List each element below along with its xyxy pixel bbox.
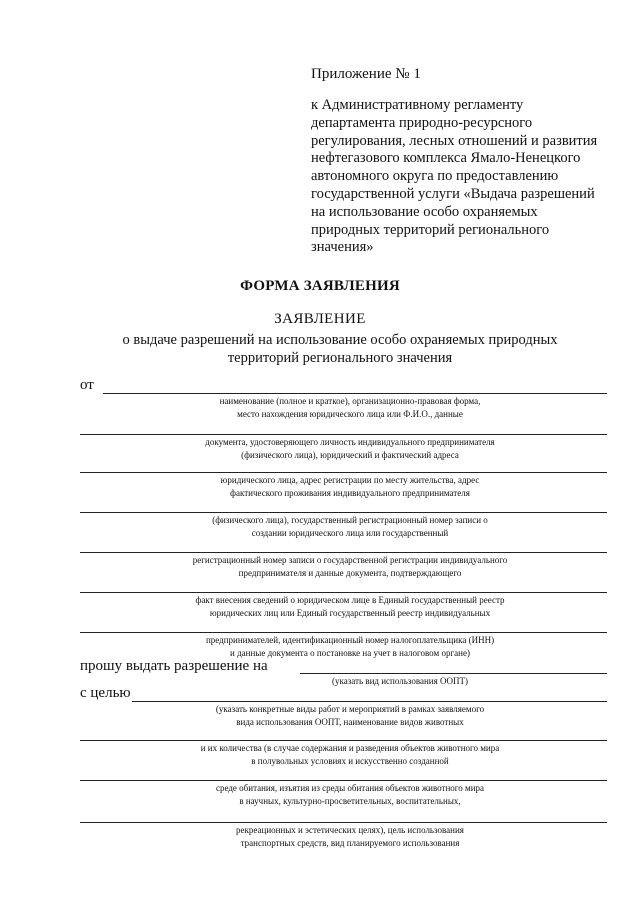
request-label: прошу выдать разрешение на [80,658,268,674]
from-label: от [80,377,94,393]
field-caption: (указать конкретные виды работ и мероприятий в рамках заявляемого вида использования ООПТ, наименование видов животных [215,704,485,727]
statement-subtitle-line: территорий регионального значения [227,350,453,366]
applicant-line-5[interactable] [80,552,607,553]
appendix-line: природных территорий регионального [311,221,550,238]
field-caption: (физического лица), государственный регистрационный номер записи о создании юридического лица или государственный [212,515,488,538]
applicant-line-3[interactable] [80,472,607,473]
appendix-block [311,66,621,257]
appendix-line: государственной услуги «Выдача разрешений [311,185,595,202]
field-caption: факт внесения сведений о юридическом лице в Единый государственный реестр юридических лиц или Единый государственный реестр индивидуальных [195,595,505,618]
purpose-line-1[interactable] [132,701,607,702]
appendix-line: к Административному регламенту [311,97,524,113]
statement-title: ЗАЯВЛЕНИЕ [274,311,366,327]
field-caption: наименование (полное и краткое), организационно-правовая форма, место нахождения юридического лица или Ф.И.О., данные [219,396,481,419]
applicant-line-7[interactable] [80,632,607,633]
usage-type-line[interactable] [300,673,607,674]
form-heading: ФОРМА ЗАЯВЛЕНИЯ [240,278,400,294]
appendix-line: автономного округа по предоставлению [311,168,559,185]
appendix-line: значения» [311,239,374,256]
applicant-line-2[interactable] [80,434,607,435]
purpose-label: с целью [80,685,131,701]
applicant-line-6[interactable] [80,592,607,593]
appendix-line: департамента природно-ресурсного [311,114,533,131]
appendix-line: регулирования, лесных отношений и развития [311,132,598,149]
purpose-line-2[interactable] [80,740,607,741]
applicant-line-1[interactable] [103,393,607,394]
field-caption: юридического лица, адрес регистрации по месту жительства, адрес фактического проживания индивидуального предпринимателя [220,475,480,498]
field-caption: среде обитания, изъятия из среды обитания объектов животного мира в научных, культурно-просветительных, воспитательных, [215,783,485,806]
statement-subtitle [100,331,580,367]
purpose-line-4[interactable] [80,822,607,823]
appendix-line: нефтегазового комплекса Ямало-Ненецкого [311,150,581,167]
appendix-title: Приложение № 1 [311,66,421,82]
applicant-line-4[interactable] [80,512,607,513]
field-caption: рекреационных и эстетических целях), цель использования транспортных средств, вид планируемого использования [236,825,464,848]
field-caption: документа, удостоверяющего личность индивидуального предпринимателя (физического лица), юридический и фактический адреса [205,437,495,460]
field-caption: регистрационный номер записи о государственной регистрации индивидуального предпринимателя и данные документа, подтверждающего [192,555,508,578]
field-caption: и их количества (в случае содержания и разведения объектов животного мира в полувольных условиях и искусственно созданной [200,743,500,766]
field-caption: предпринимателей, идентификационный номер налогоплательщика (ИНН) и данные документа о постановке на учет в налоговом органе) [205,635,495,658]
purpose-line-3[interactable] [80,780,607,781]
appendix-body [311,97,621,257]
appendix-line: на использование особо охраняемых [311,203,538,220]
statement-subtitle-line: о выдаче разрешений на использование особо охраняемых природных [122,332,558,348]
field-caption: (указать вид использования ООПТ) [332,676,468,686]
